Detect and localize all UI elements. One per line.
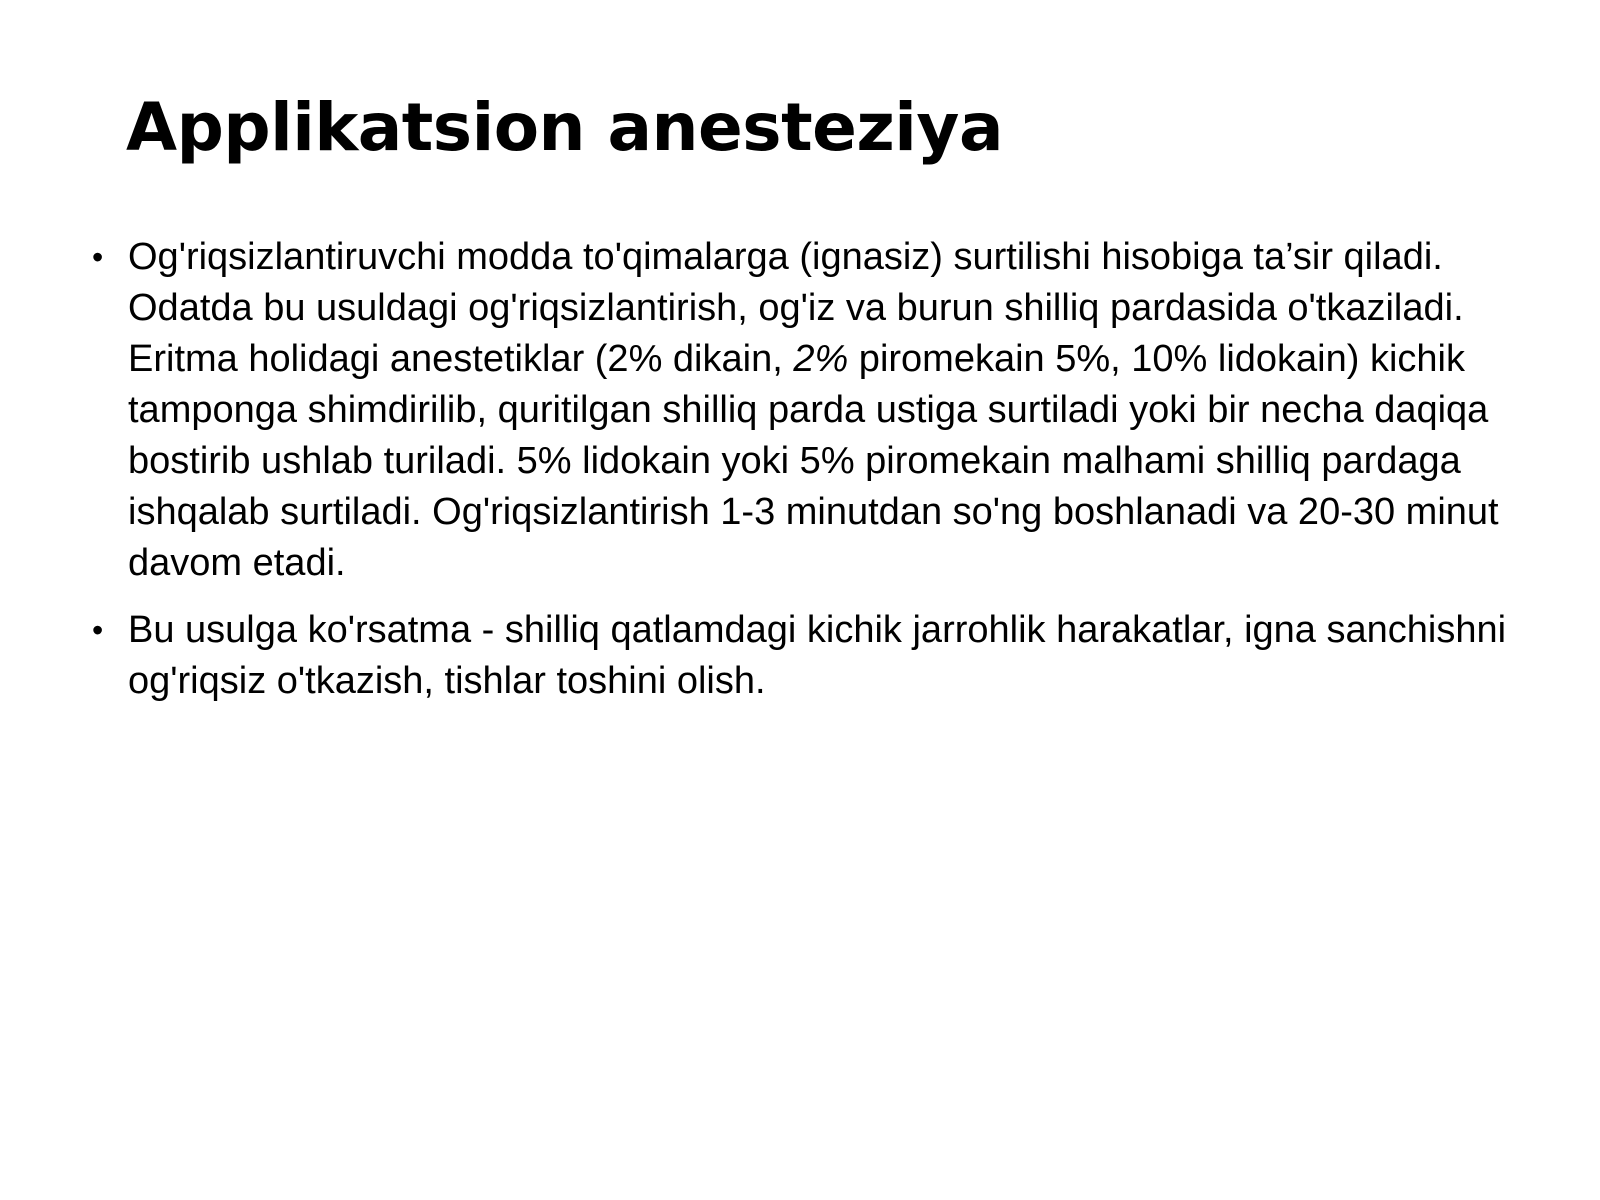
bullet-text (128, 236, 1499, 584)
slide-title: Applikatsion anesteziya (126, 89, 1003, 166)
bullet-text-part: Og'riqsizlantiruvchi modda to'qimalarga (ignasiz) surtilishi hisobiga ta’sir qiladi. Odatda bu usuldagi og'riqsizlantirish, og'iz va burun shilliq pardasida o'tkaziladi. Eritma holidagi anestetiklar (2% dikain, (128, 236, 1464, 380)
bullet-list (92, 232, 1512, 723)
bullet-text-italic: 2% (793, 338, 849, 380)
bullet-dot-icon: • (92, 239, 104, 275)
bullet-item (92, 232, 1512, 589)
bullet-dot-icon: • (92, 612, 104, 648)
bullet-text-part: piromekain 5%, 10% lidokain) kichik tamponga shimdirilib, quritilgan shilliq parda ustiga surtiladi yoki bir necha daqiqa bostirib ushlab turiladi. 5% lidokain yoki 5% piromekain malhami shilliq pardaga ishqalab surtiladi. Og'riqsizlantirish 1-3 minutdan so'ng boshlanadi va 20-30 minut davom etadi. (128, 338, 1499, 584)
bullet-text: Bu usulga ko'rsatma - shilliq qatlamdagi kichik jarrohlik harakatlar, igna sanchishni og'riqsiz o'tkazish, tishlar toshini olish. (128, 609, 1507, 702)
bullet-item (92, 605, 1512, 707)
